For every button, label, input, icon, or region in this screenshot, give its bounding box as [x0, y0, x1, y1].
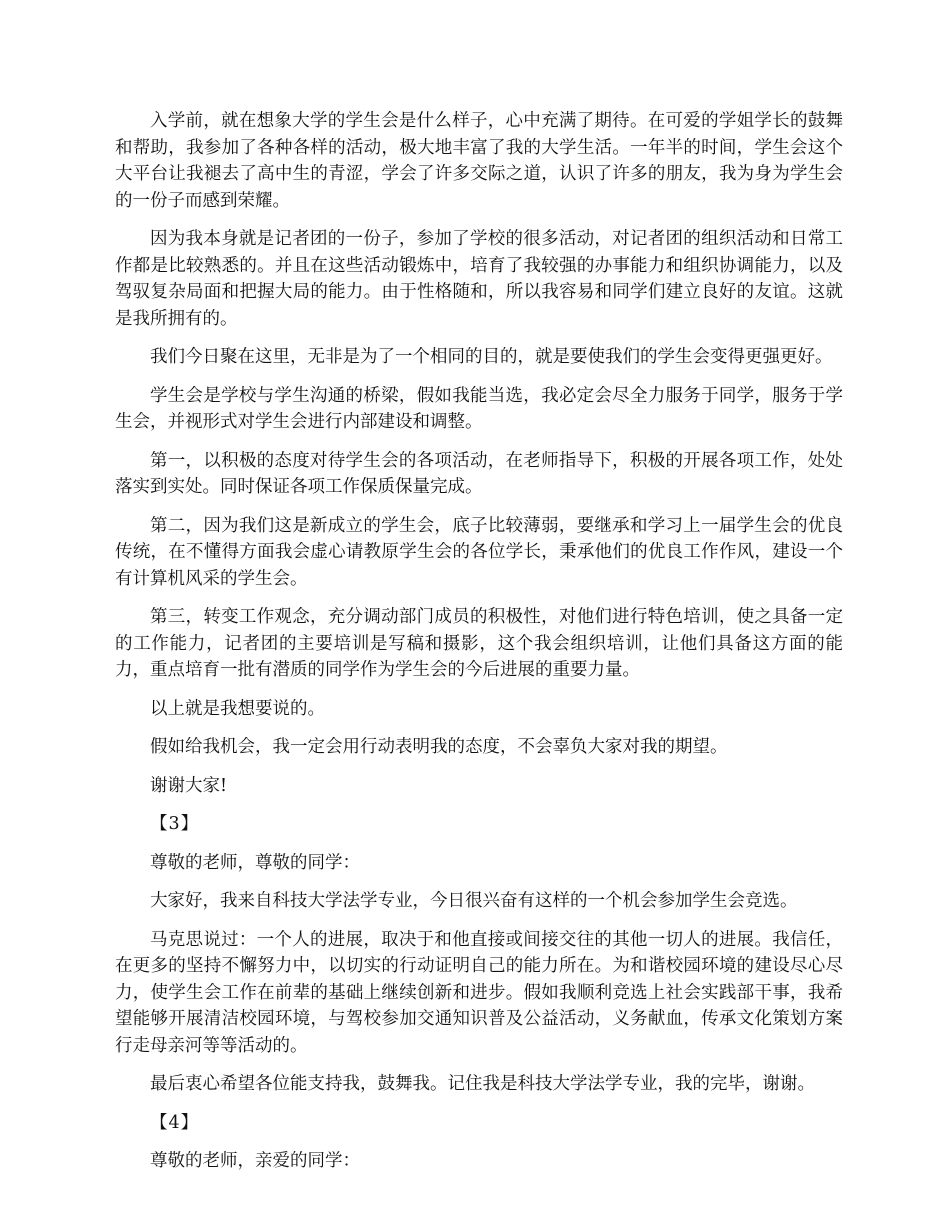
paragraph: 第三，转变工作观念，充分调动部门成员的积极性，对他们进行特色培训，使之具备一定的工作能力，记者团的主要培训是写稿和摄影，这个我会组织培训，让他们具备这方面的能力，重点培育一批有潜质的同学作为学生会的今后进展的重要力量。: [115, 607, 843, 680]
paragraph: 假如给我机会，我一定会用行动表明我的态度，不会辜负大家对我的期望。: [150, 737, 728, 757]
paragraph: 因为我本身就是记者团的一份子，参加了学校的很多活动，对记者团的组织活动和日常工作都是比较熟悉的。并且在这些活动锻炼中，培育了我较强的办事能力和组织协调能力，以及驾驭复杂局面和把握大局的能力。由于性格随和，所以我容易和同学们建立良好的友谊。这就是我所拥有的。: [115, 229, 843, 329]
paragraph: 学生会是学校与学生沟通的桥梁，假如我能当选，我必定会尽全力服务于同学，服务于学生会，并视形式对学生会进行内部建设和调整。: [115, 385, 843, 432]
paragraph: 谢谢大家!: [150, 775, 228, 796]
paragraph: 第二，因为我们这是新成立的学生会，底子比较薄弱，要继承和学习上一届学生会的优良传统，在不懂得方面我会虚心请教原学生会的各位学长，秉承他们的优良工作作风，建设一个有计算机风采的学生会。: [115, 515, 843, 589]
paragraph: 入学前，就在想象大学的学生会是什么样子，心中充满了期待。在可爱的学姐学长的鼓舞和帮助，我参加了各种各样的活动，极大地丰富了我的大学生活。一年半的时间，学生会这个大平台让我褪去了高中生的青涩，学会了许多交际之道，认识了许多的朋友，我为身为学生会的一份子而感到荣耀。: [115, 111, 843, 211]
salutation: 尊敬的老师，尊敬的同学：: [150, 852, 360, 873]
paragraph: 第一，以积极的态度对待学生会的各项活动，在老师指导下，积极的开展各项工作，处处落实到实处。同时保证各项工作保质保量完成。: [115, 450, 843, 497]
paragraph: 大家好，我来自科技大学法学专业，今日很兴奋有这样的一个机会参加学生会竞选。: [150, 891, 798, 911]
document-body: [115, 108, 843, 1187]
paragraph: 以上就是我想要说的。: [150, 698, 325, 719]
section-number-4: 【4】: [150, 1112, 200, 1133]
paragraph: 我们今日聚在这里，无非是为了一个相同的目的，就是要使我们的学生会变得更强更好。: [150, 347, 833, 367]
salutation: 尊敬的老师，亲爱的同学：: [150, 1151, 360, 1171]
paragraph: 最后衷心希望各位能支持我，鼓舞我。记住我是科技大学法学专业，我的完毕，谢谢。: [150, 1074, 815, 1094]
section-number-3: 【3】: [150, 814, 200, 834]
paragraph: 马克思说过：一个人的进展，取决于和他直接或间接交往的其他一切人的进展。我信任，在更多的坚持不懈努力中，以切实的行动证明自己的能力所在。为和谐校园环境的建设尽心尽力，使学生会工作在前辈的基础上继续创新和进步。假如我顺利竞选上社会实践部干事，我希望能够开展清洁校园环境，与驾校参加交通知识普及公益活动，义务献血，传承文化策划方案行走母亲河等等活动的。: [115, 929, 843, 1056]
